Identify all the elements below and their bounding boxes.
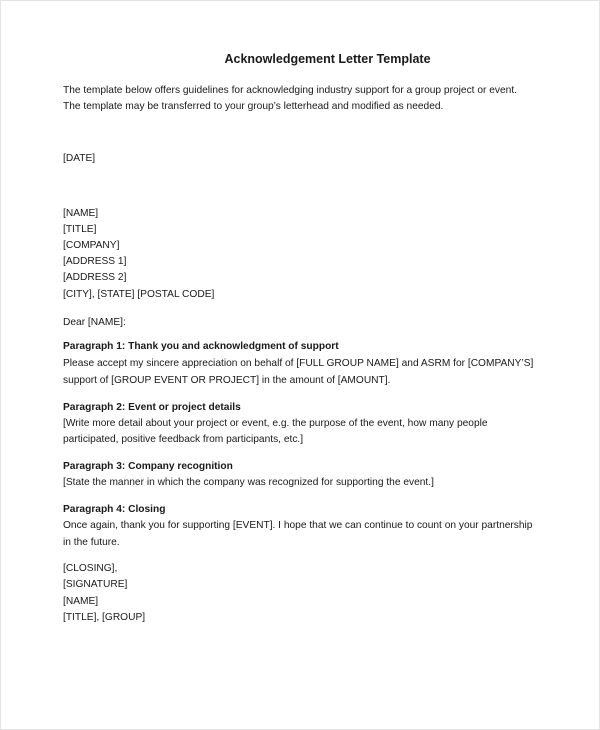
date-placeholder: [DATE] [63, 153, 96, 164]
address-city-state: [CITY], [STATE] [POSTAL CODE] [63, 289, 215, 300]
signature-signature: [SIGNATURE] [63, 579, 128, 590]
address-line-2: [ADDRESS 2] [63, 272, 127, 283]
paragraph-4-heading: Paragraph 4: Closing [63, 504, 166, 515]
paragraph-2-line-2: participated, positive feedback from participants, etc.] [63, 434, 304, 445]
salutation: Dear [NAME]: [63, 317, 126, 328]
address-title: [TITLE] [63, 224, 97, 235]
paragraph-1-heading: Paragraph 1: Thank you and acknowledgment of support [63, 341, 339, 352]
paragraph-3-heading: Paragraph 3: Company recognition [63, 461, 233, 472]
paragraph-3-line-1: [State the manner in which the company was recognized for supporting the event.] [63, 477, 434, 488]
address-line-1: [ADDRESS 1] [63, 256, 127, 267]
signature-name: [NAME] [63, 596, 99, 607]
intro-line-2: The template may be transferred to your group’s letterhead and modified as needed. [63, 101, 444, 112]
paragraph-2-line-1: [Write more detail about your project or event, e.g. the purpose of the event, how many people [63, 418, 488, 429]
signature-closing: [CLOSING], [63, 563, 118, 574]
paragraph-1-line-2: support of [GROUP EVENT OR PROJECT] in the amount of [AMOUNT]. [63, 375, 391, 386]
paragraph-4-line-2: in the future. [63, 537, 120, 548]
document-title: Acknowledgement Letter Template [224, 52, 431, 66]
address-company: [COMPANY] [63, 240, 120, 251]
paragraph-1-line-1: Please accept my sincere appreciation on behalf of [FULL GROUP NAME] and ASRM for [COMPANY’S] [63, 358, 534, 369]
paragraph-2-heading: Paragraph 2: Event or project details [63, 402, 241, 413]
address-name: [NAME] [63, 208, 99, 219]
paragraph-4-line-1: Once again, thank you for supporting [EVENT]. I hope that we can continue to count on your partnership [63, 520, 533, 531]
intro-line-1: The template below offers guidelines for acknowledging industry support for a group project or event. [63, 85, 517, 96]
signature-title-group: [TITLE], [GROUP] [63, 612, 146, 623]
